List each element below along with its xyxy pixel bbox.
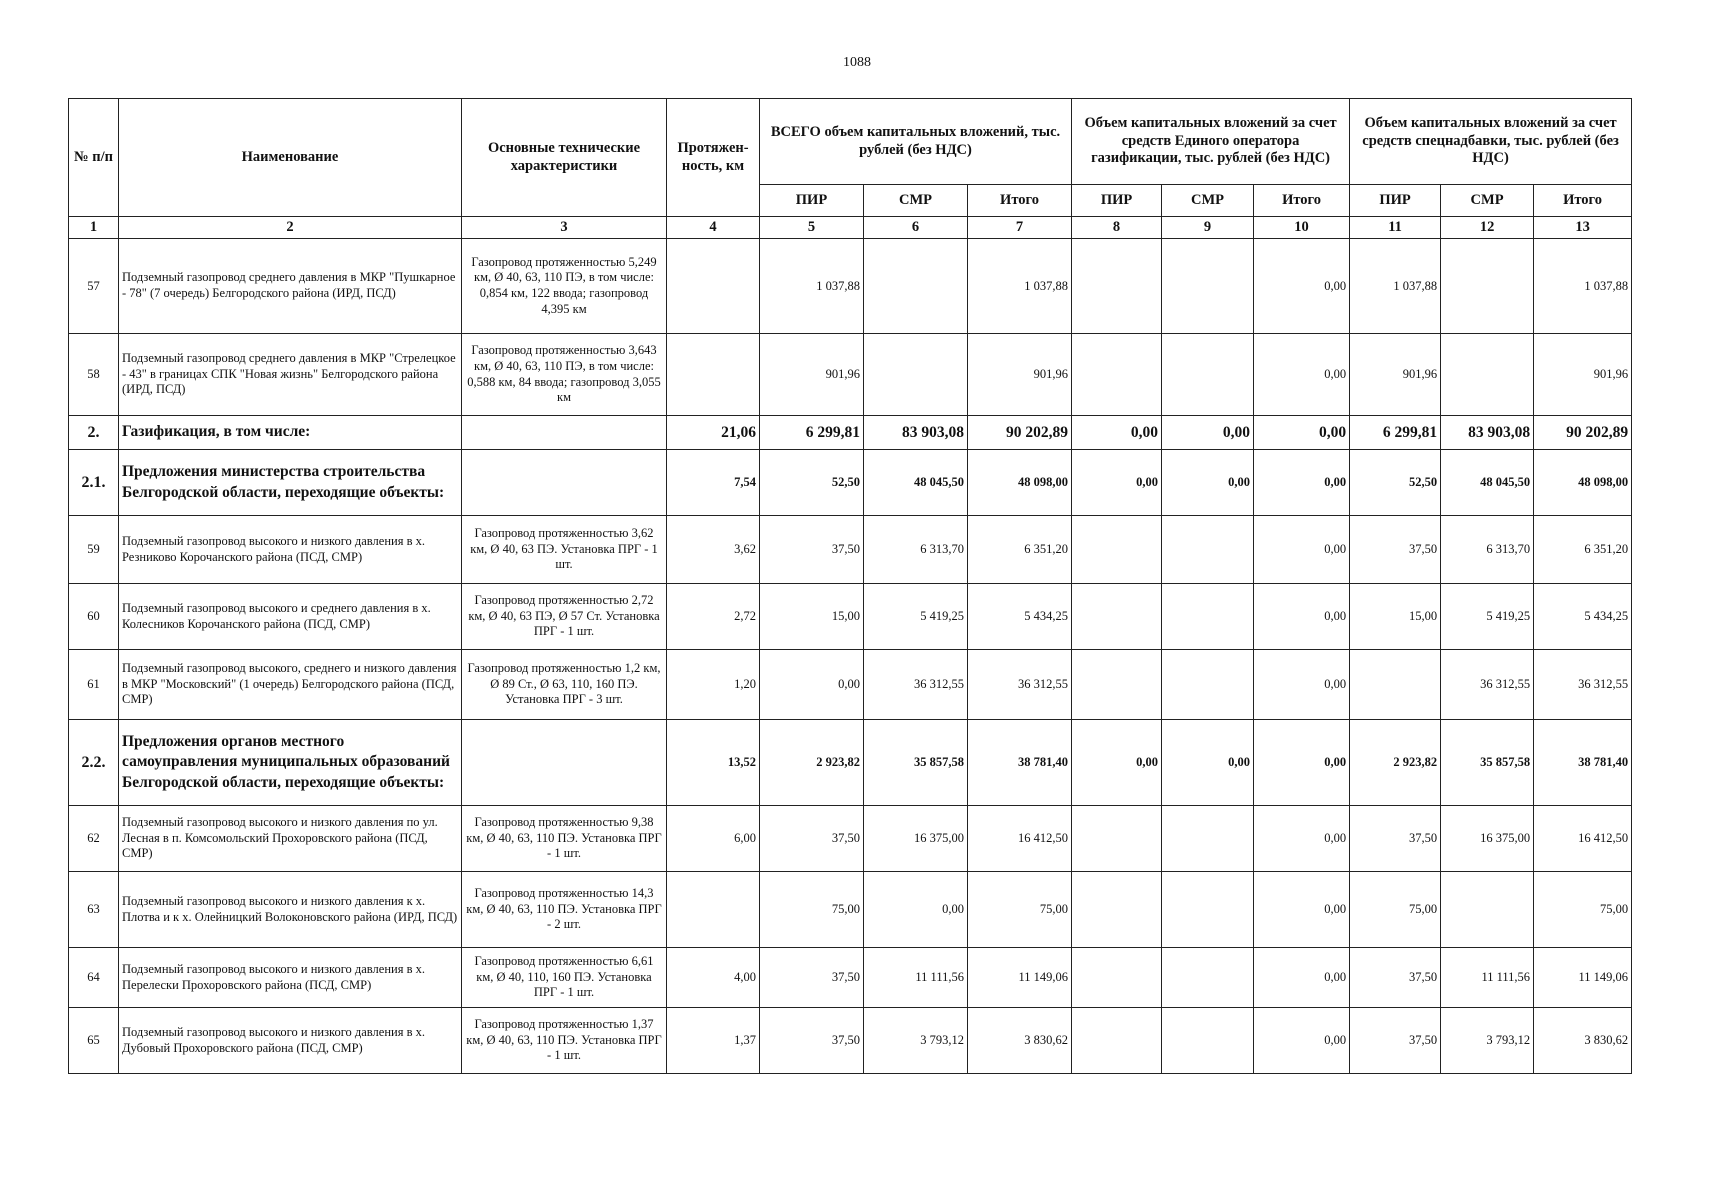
operator-smr xyxy=(1162,1008,1254,1074)
surcharge-sum: 1 037,88 xyxy=(1534,239,1632,334)
header-group-operator: Объем капитальных вложений за счет средств Единого оператора газификации, тыс. рублей (без НДС) xyxy=(1072,99,1350,185)
tech-specs xyxy=(462,450,667,516)
surcharge-sum: 11 149,06 xyxy=(1534,948,1632,1008)
subsection-row xyxy=(69,450,1632,516)
surcharge-smr: 6 313,70 xyxy=(1441,516,1534,584)
length-km: 2,72 xyxy=(667,584,760,650)
row-number: 65 xyxy=(69,1008,119,1074)
total-sum: 901,96 xyxy=(968,334,1072,416)
operator-pir xyxy=(1072,650,1162,720)
column-number: 11 xyxy=(1350,217,1441,239)
object-name: Подземный газопровод высокого и низкого давления по ул. Лесная в п. Комсомольский Прохоровского района (ПСД, СМР) xyxy=(119,806,462,872)
operator-pir xyxy=(1072,806,1162,872)
table-row xyxy=(69,806,1632,872)
total-pir: 37,50 xyxy=(760,948,864,1008)
object-name: Подземный газопровод среднего давления в МКР "Пушкарное - 78" (7 очередь) Белгородского района (ИРД, ПСД) xyxy=(119,239,462,334)
subheader-pir: ПИР xyxy=(1072,185,1162,217)
total-sum: 36 312,55 xyxy=(968,650,1072,720)
surcharge-smr: 11 111,56 xyxy=(1441,948,1534,1008)
operator-sum: 0,00 xyxy=(1254,450,1350,516)
length-km xyxy=(667,334,760,416)
surcharge-sum: 90 202,89 xyxy=(1534,416,1632,450)
column-number: 5 xyxy=(760,217,864,239)
operator-pir xyxy=(1072,872,1162,948)
column-number: 9 xyxy=(1162,217,1254,239)
operator-smr xyxy=(1162,872,1254,948)
tech-specs: Газопровод протяженностью 1,2 км, Ø 89 Ст., Ø 63, 110, 160 ПЭ. Установка ПРГ - 3 шт. xyxy=(462,650,667,720)
tech-specs: Газопровод протяженностью 3,643 км, Ø 40, 63, 110 ПЭ, в том числе: 0,588 км, 84 ввода; газопровод 3,055 км xyxy=(462,334,667,416)
total-sum: 11 149,06 xyxy=(968,948,1072,1008)
surcharge-sum: 16 412,50 xyxy=(1534,806,1632,872)
total-smr: 6 313,70 xyxy=(864,516,968,584)
tech-specs: Газопровод протяженностью 1,37 км, Ø 40, 63, 110 ПЭ. Установка ПРГ - 1 шт. xyxy=(462,1008,667,1074)
header-name: Наименование xyxy=(119,99,462,217)
total-pir: 15,00 xyxy=(760,584,864,650)
row-number: 60 xyxy=(69,584,119,650)
row-number: 61 xyxy=(69,650,119,720)
subheader-pir: ПИР xyxy=(760,185,864,217)
row-number: 64 xyxy=(69,948,119,1008)
section-row xyxy=(69,416,1632,450)
operator-smr xyxy=(1162,516,1254,584)
operator-smr xyxy=(1162,650,1254,720)
operator-sum: 0,00 xyxy=(1254,720,1350,806)
header-tech: Основные технические характеристики xyxy=(462,99,667,217)
operator-sum: 0,00 xyxy=(1254,650,1350,720)
table-row xyxy=(69,334,1632,416)
operator-sum: 0,00 xyxy=(1254,584,1350,650)
operator-pir xyxy=(1072,1008,1162,1074)
row-number: 62 xyxy=(69,806,119,872)
header-group-total: ВСЕГО объем капитальных вложений, тыс. рублей (без НДС) xyxy=(760,99,1072,185)
surcharge-pir: 1 037,88 xyxy=(1350,239,1441,334)
total-smr: 36 312,55 xyxy=(864,650,968,720)
total-smr xyxy=(864,334,968,416)
subheader-pir: ПИР xyxy=(1350,185,1441,217)
operator-pir xyxy=(1072,584,1162,650)
total-smr: 11 111,56 xyxy=(864,948,968,1008)
header-no: № п/п xyxy=(69,99,119,217)
operator-smr: 0,00 xyxy=(1162,416,1254,450)
surcharge-pir xyxy=(1350,650,1441,720)
section-title: Предложения органов местного самоуправления муниципальных образований Белгородской области, переходящие объекты: xyxy=(119,720,462,806)
header-group-surcharge: Объем капитальных вложений за счет средств спецнадбавки, тыс. рублей (без НДС) xyxy=(1350,99,1632,185)
table-row xyxy=(69,584,1632,650)
subheader-total: Итого xyxy=(1534,185,1632,217)
surcharge-smr: 3 793,12 xyxy=(1441,1008,1534,1074)
header-length: Протяжен-ность, км xyxy=(667,99,760,217)
total-sum: 3 830,62 xyxy=(968,1008,1072,1074)
section-number: 2. xyxy=(69,416,119,450)
length-km xyxy=(667,872,760,948)
object-name: Подземный газопровод высокого и низкого давления в х. Перелески Прохоровского района (ПСД, СМР) xyxy=(119,948,462,1008)
operator-sum: 0,00 xyxy=(1254,1008,1350,1074)
total-smr: 0,00 xyxy=(864,872,968,948)
surcharge-sum: 6 351,20 xyxy=(1534,516,1632,584)
investment-table xyxy=(68,98,1632,1074)
surcharge-pir: 52,50 xyxy=(1350,450,1441,516)
operator-smr: 0,00 xyxy=(1162,450,1254,516)
total-sum: 16 412,50 xyxy=(968,806,1072,872)
total-pir: 75,00 xyxy=(760,872,864,948)
object-name: Подземный газопровод среднего давления в МКР "Стрелецкое - 43" в границах СПК "Новая жизнь" Белгородского района (ИРД, ПСД) xyxy=(119,334,462,416)
total-pir: 52,50 xyxy=(760,450,864,516)
column-number: 8 xyxy=(1072,217,1162,239)
table-row xyxy=(69,650,1632,720)
surcharge-smr: 36 312,55 xyxy=(1441,650,1534,720)
total-pir: 2 923,82 xyxy=(760,720,864,806)
surcharge-pir: 37,50 xyxy=(1350,948,1441,1008)
total-pir: 37,50 xyxy=(760,806,864,872)
object-name: Подземный газопровод высокого и низкого давления к х. Плотва и к х. Олейницкий Волоконовского района (ИРД, ПСД) xyxy=(119,872,462,948)
operator-smr xyxy=(1162,584,1254,650)
operator-pir: 0,00 xyxy=(1072,450,1162,516)
subheader-total: Итого xyxy=(1254,185,1350,217)
total-smr xyxy=(864,239,968,334)
tech-specs: Газопровод протяженностью 3,62 км, Ø 40, 63 ПЭ. Установка ПРГ - 1 шт. xyxy=(462,516,667,584)
total-pir: 37,50 xyxy=(760,516,864,584)
table-row xyxy=(69,1008,1632,1074)
column-number: 12 xyxy=(1441,217,1534,239)
subheader-total: Итого xyxy=(968,185,1072,217)
operator-sum: 0,00 xyxy=(1254,516,1350,584)
object-name: Подземный газопровод высокого и низкого давления в х. Дубовый Прохоровского района (ПСД, СМР) xyxy=(119,1008,462,1074)
total-sum: 6 351,20 xyxy=(968,516,1072,584)
row-number: 59 xyxy=(69,516,119,584)
operator-sum: 0,00 xyxy=(1254,806,1350,872)
total-pir: 6 299,81 xyxy=(760,416,864,450)
total-pir: 1 037,88 xyxy=(760,239,864,334)
total-smr: 83 903,08 xyxy=(864,416,968,450)
section-title: Предложения министерства строительства Белгородской области, переходящие объекты: xyxy=(119,450,462,516)
operator-pir: 0,00 xyxy=(1072,416,1162,450)
length-km xyxy=(667,239,760,334)
total-sum: 5 434,25 xyxy=(968,584,1072,650)
surcharge-smr xyxy=(1441,872,1534,948)
table-row xyxy=(69,239,1632,334)
column-number: 1 xyxy=(69,217,119,239)
table-row xyxy=(69,516,1632,584)
tech-specs: Газопровод протяженностью 9,38 км, Ø 40, 63, 110 ПЭ. Установка ПРГ - 1 шт. xyxy=(462,806,667,872)
operator-smr xyxy=(1162,334,1254,416)
page-number: 1088 xyxy=(843,55,871,70)
operator-sum: 0,00 xyxy=(1254,872,1350,948)
surcharge-smr: 48 045,50 xyxy=(1441,450,1534,516)
surcharge-sum: 3 830,62 xyxy=(1534,1008,1632,1074)
surcharge-sum: 75,00 xyxy=(1534,872,1632,948)
surcharge-sum: 901,96 xyxy=(1534,334,1632,416)
surcharge-pir: 37,50 xyxy=(1350,516,1441,584)
operator-pir xyxy=(1072,948,1162,1008)
row-number: 57 xyxy=(69,239,119,334)
length-km: 1,20 xyxy=(667,650,760,720)
section-number: 2.2. xyxy=(69,720,119,806)
section-number: 2.1. xyxy=(69,450,119,516)
operator-sum: 0,00 xyxy=(1254,948,1350,1008)
surcharge-sum: 36 312,55 xyxy=(1534,650,1632,720)
operator-pir xyxy=(1072,239,1162,334)
table-row xyxy=(69,948,1632,1008)
total-pir: 37,50 xyxy=(760,1008,864,1074)
column-number: 10 xyxy=(1254,217,1350,239)
subheader-smr: СМР xyxy=(1162,185,1254,217)
surcharge-smr xyxy=(1441,334,1534,416)
operator-pir xyxy=(1072,516,1162,584)
total-smr: 35 857,58 xyxy=(864,720,968,806)
tech-specs: Газопровод протяженностью 14,3 км, Ø 40, 63, 110 ПЭ. Установка ПРГ - 2 шт. xyxy=(462,872,667,948)
length-km: 7,54 xyxy=(667,450,760,516)
surcharge-sum: 38 781,40 xyxy=(1534,720,1632,806)
total-smr: 5 419,25 xyxy=(864,584,968,650)
tech-specs xyxy=(462,720,667,806)
operator-smr xyxy=(1162,948,1254,1008)
operator-sum: 0,00 xyxy=(1254,239,1350,334)
operator-smr xyxy=(1162,239,1254,334)
object-name: Подземный газопровод высокого, среднего и низкого давления в МКР "Московский" (1 очередь) Белгородского района (ПСД, СМР) xyxy=(119,650,462,720)
operator-pir: 0,00 xyxy=(1072,720,1162,806)
total-pir: 901,96 xyxy=(760,334,864,416)
total-sum: 38 781,40 xyxy=(968,720,1072,806)
tech-specs: Газопровод протяженностью 2,72 км, Ø 40, 63 ПЭ, Ø 57 Ст. Установка ПРГ - 1 шт. xyxy=(462,584,667,650)
length-km: 13,52 xyxy=(667,720,760,806)
operator-pir xyxy=(1072,334,1162,416)
column-number: 4 xyxy=(667,217,760,239)
tech-specs: Газопровод протяженностью 5,249 км, Ø 40, 63, 110 ПЭ, в том числе: 0,854 км, 122 ввода; газопровод 4,395 км xyxy=(462,239,667,334)
surcharge-smr: 16 375,00 xyxy=(1441,806,1534,872)
total-sum: 1 037,88 xyxy=(968,239,1072,334)
tech-specs xyxy=(462,416,667,450)
surcharge-pir: 15,00 xyxy=(1350,584,1441,650)
surcharge-sum: 48 098,00 xyxy=(1534,450,1632,516)
operator-sum: 0,00 xyxy=(1254,416,1350,450)
surcharge-pir: 37,50 xyxy=(1350,1008,1441,1074)
length-km: 6,00 xyxy=(667,806,760,872)
total-sum: 48 098,00 xyxy=(968,450,1072,516)
surcharge-pir: 6 299,81 xyxy=(1350,416,1441,450)
row-number: 63 xyxy=(69,872,119,948)
surcharge-pir: 37,50 xyxy=(1350,806,1441,872)
column-number: 7 xyxy=(968,217,1072,239)
surcharge-pir: 2 923,82 xyxy=(1350,720,1441,806)
subheader-smr: СМР xyxy=(864,185,968,217)
object-name: Подземный газопровод высокого и низкого давления в х. Резниково Корочанского района (ПСД, СМР) xyxy=(119,516,462,584)
column-number: 13 xyxy=(1534,217,1632,239)
length-km: 1,37 xyxy=(667,1008,760,1074)
surcharge-pir: 901,96 xyxy=(1350,334,1441,416)
operator-smr: 0,00 xyxy=(1162,720,1254,806)
subsection-row xyxy=(69,720,1632,806)
operator-smr xyxy=(1162,806,1254,872)
table-row xyxy=(69,872,1632,948)
column-number: 6 xyxy=(864,217,968,239)
surcharge-smr: 83 903,08 xyxy=(1441,416,1534,450)
length-km: 21,06 xyxy=(667,416,760,450)
subheader-smr: СМР xyxy=(1441,185,1534,217)
surcharge-smr: 35 857,58 xyxy=(1441,720,1534,806)
total-sum: 90 202,89 xyxy=(968,416,1072,450)
surcharge-smr xyxy=(1441,239,1534,334)
tech-specs: Газопровод протяженностью 6,61 км, Ø 40, 110, 160 ПЭ. Установка ПРГ - 1 шт. xyxy=(462,948,667,1008)
total-sum: 75,00 xyxy=(968,872,1072,948)
total-smr: 48 045,50 xyxy=(864,450,968,516)
operator-sum: 0,00 xyxy=(1254,334,1350,416)
total-smr: 3 793,12 xyxy=(864,1008,968,1074)
length-km: 4,00 xyxy=(667,948,760,1008)
surcharge-pir: 75,00 xyxy=(1350,872,1441,948)
length-km: 3,62 xyxy=(667,516,760,584)
surcharge-sum: 5 434,25 xyxy=(1534,584,1632,650)
total-pir: 0,00 xyxy=(760,650,864,720)
total-smr: 16 375,00 xyxy=(864,806,968,872)
surcharge-smr: 5 419,25 xyxy=(1441,584,1534,650)
row-number: 58 xyxy=(69,334,119,416)
object-name: Подземный газопровод высокого и среднего давления в х. Колесников Корочанского района (ПСД, СМР) xyxy=(119,584,462,650)
column-number: 3 xyxy=(462,217,667,239)
section-title: Газификация, в том числе: xyxy=(119,416,462,450)
column-number: 2 xyxy=(119,217,462,239)
